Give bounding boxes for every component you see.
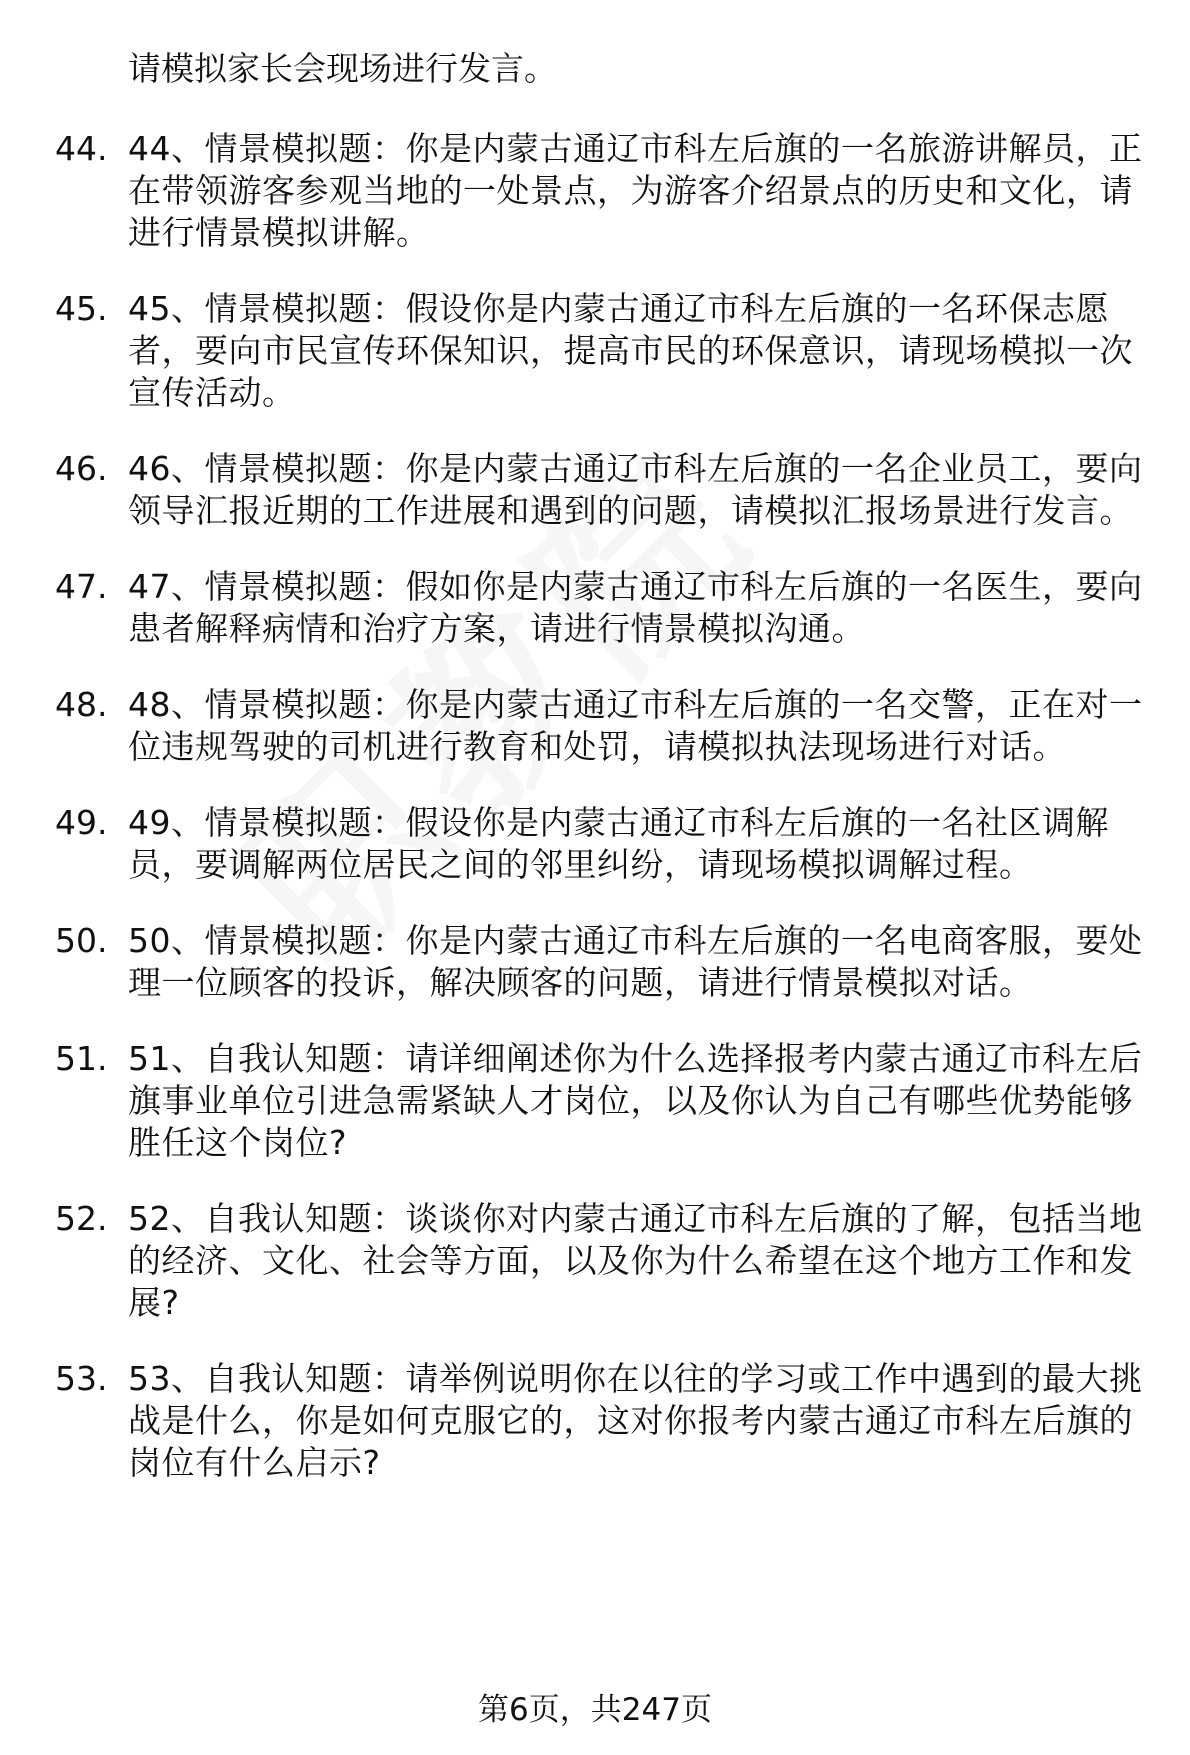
- list-number: 47.: [55, 567, 108, 606]
- list-item: [55, 448, 1150, 532]
- question-text: 47、情景模拟题：假如你是内蒙古通辽市科左后旗的一名医生，要向患者解释病情和治疗方案，请进行情景模拟沟通。: [128, 567, 1143, 648]
- question-text: 44、情景模拟题：你是内蒙古通辽市科左后旗的一名旅游讲解员，正在带领游客参观当地的一处景点，为游客介绍景点的历史和文化，请进行情景模拟讲解。: [128, 129, 1143, 252]
- list-number: 53.: [55, 1359, 108, 1398]
- list-number: 44.: [55, 129, 108, 168]
- list-item: [55, 1198, 1150, 1324]
- list-number: 49.: [55, 803, 108, 842]
- question-text: 52、自我认知题：谈谈你对内蒙古通辽市科左后旗的了解，包括当地的经济、文化、社会等方面，以及你为什么希望在这个地方工作和发展?: [128, 1199, 1143, 1322]
- list-item: [55, 128, 1150, 254]
- question-text: 50、情景模拟题：你是内蒙古通辽市科左后旗的一名电商客服，要处理一位顾客的投诉，解决顾客的问题，请进行情景模拟对话。: [128, 921, 1143, 1002]
- list-item: [55, 1038, 1150, 1164]
- list-item: [55, 1358, 1150, 1484]
- continuation-text: 请模拟家长会现场进行发言。: [128, 49, 557, 88]
- list-number: 48.: [55, 685, 108, 724]
- list-number: 45.: [55, 289, 108, 328]
- list-item: [55, 802, 1150, 886]
- question-text: 53、自我认知题：请举例说明你在以往的学习或工作中遇到的最大挑战是什么，你是如何克服它的，这对你报考内蒙古通辽市科左后旗的岗位有什么启示?: [128, 1359, 1143, 1482]
- question-text: 49、情景模拟题：假设你是内蒙古通辽市科左后旗的一名社区调解员，要调解两位居民之间的邻里纠纷，请现场模拟调解过程。: [128, 803, 1109, 884]
- list-item: [55, 566, 1150, 650]
- list-number: 50.: [55, 921, 108, 960]
- question-text: 48、情景模拟题：你是内蒙古通辽市科左后旗的一名交警，正在对一位违规驾驶的司机进行教育和处罚，请模拟执法现场进行对话。: [128, 685, 1143, 766]
- list-number: 46.: [55, 449, 108, 488]
- page-footer: 第6页，共247页: [478, 1692, 712, 1728]
- list-number: 52.: [55, 1199, 108, 1238]
- list-number: 51.: [55, 1039, 108, 1078]
- list-item: [55, 920, 1150, 1004]
- question-text: 51、自我认知题：请详细阐述你为什么选择报考内蒙古通辽市科左后旗事业单位引进急需紧缺人才岗位，以及你认为自己有哪些优势能够胜任这个岗位?: [128, 1039, 1143, 1162]
- question-text: 46、情景模拟题：你是内蒙古通辽市科左后旗的一名企业员工，要向领导汇报近期的工作进展和遇到的问题，请模拟汇报场景进行发言。: [128, 449, 1143, 530]
- question-list: [55, 128, 1150, 1518]
- list-item: [55, 684, 1150, 768]
- list-item: [55, 288, 1150, 414]
- question-text: 45、情景模拟题：假设你是内蒙古通辽市科左后旗的一名环保志愿者，要向市民宣传环保知识，提高市民的环保意识，请现场模拟一次宣传活动。: [128, 289, 1133, 412]
